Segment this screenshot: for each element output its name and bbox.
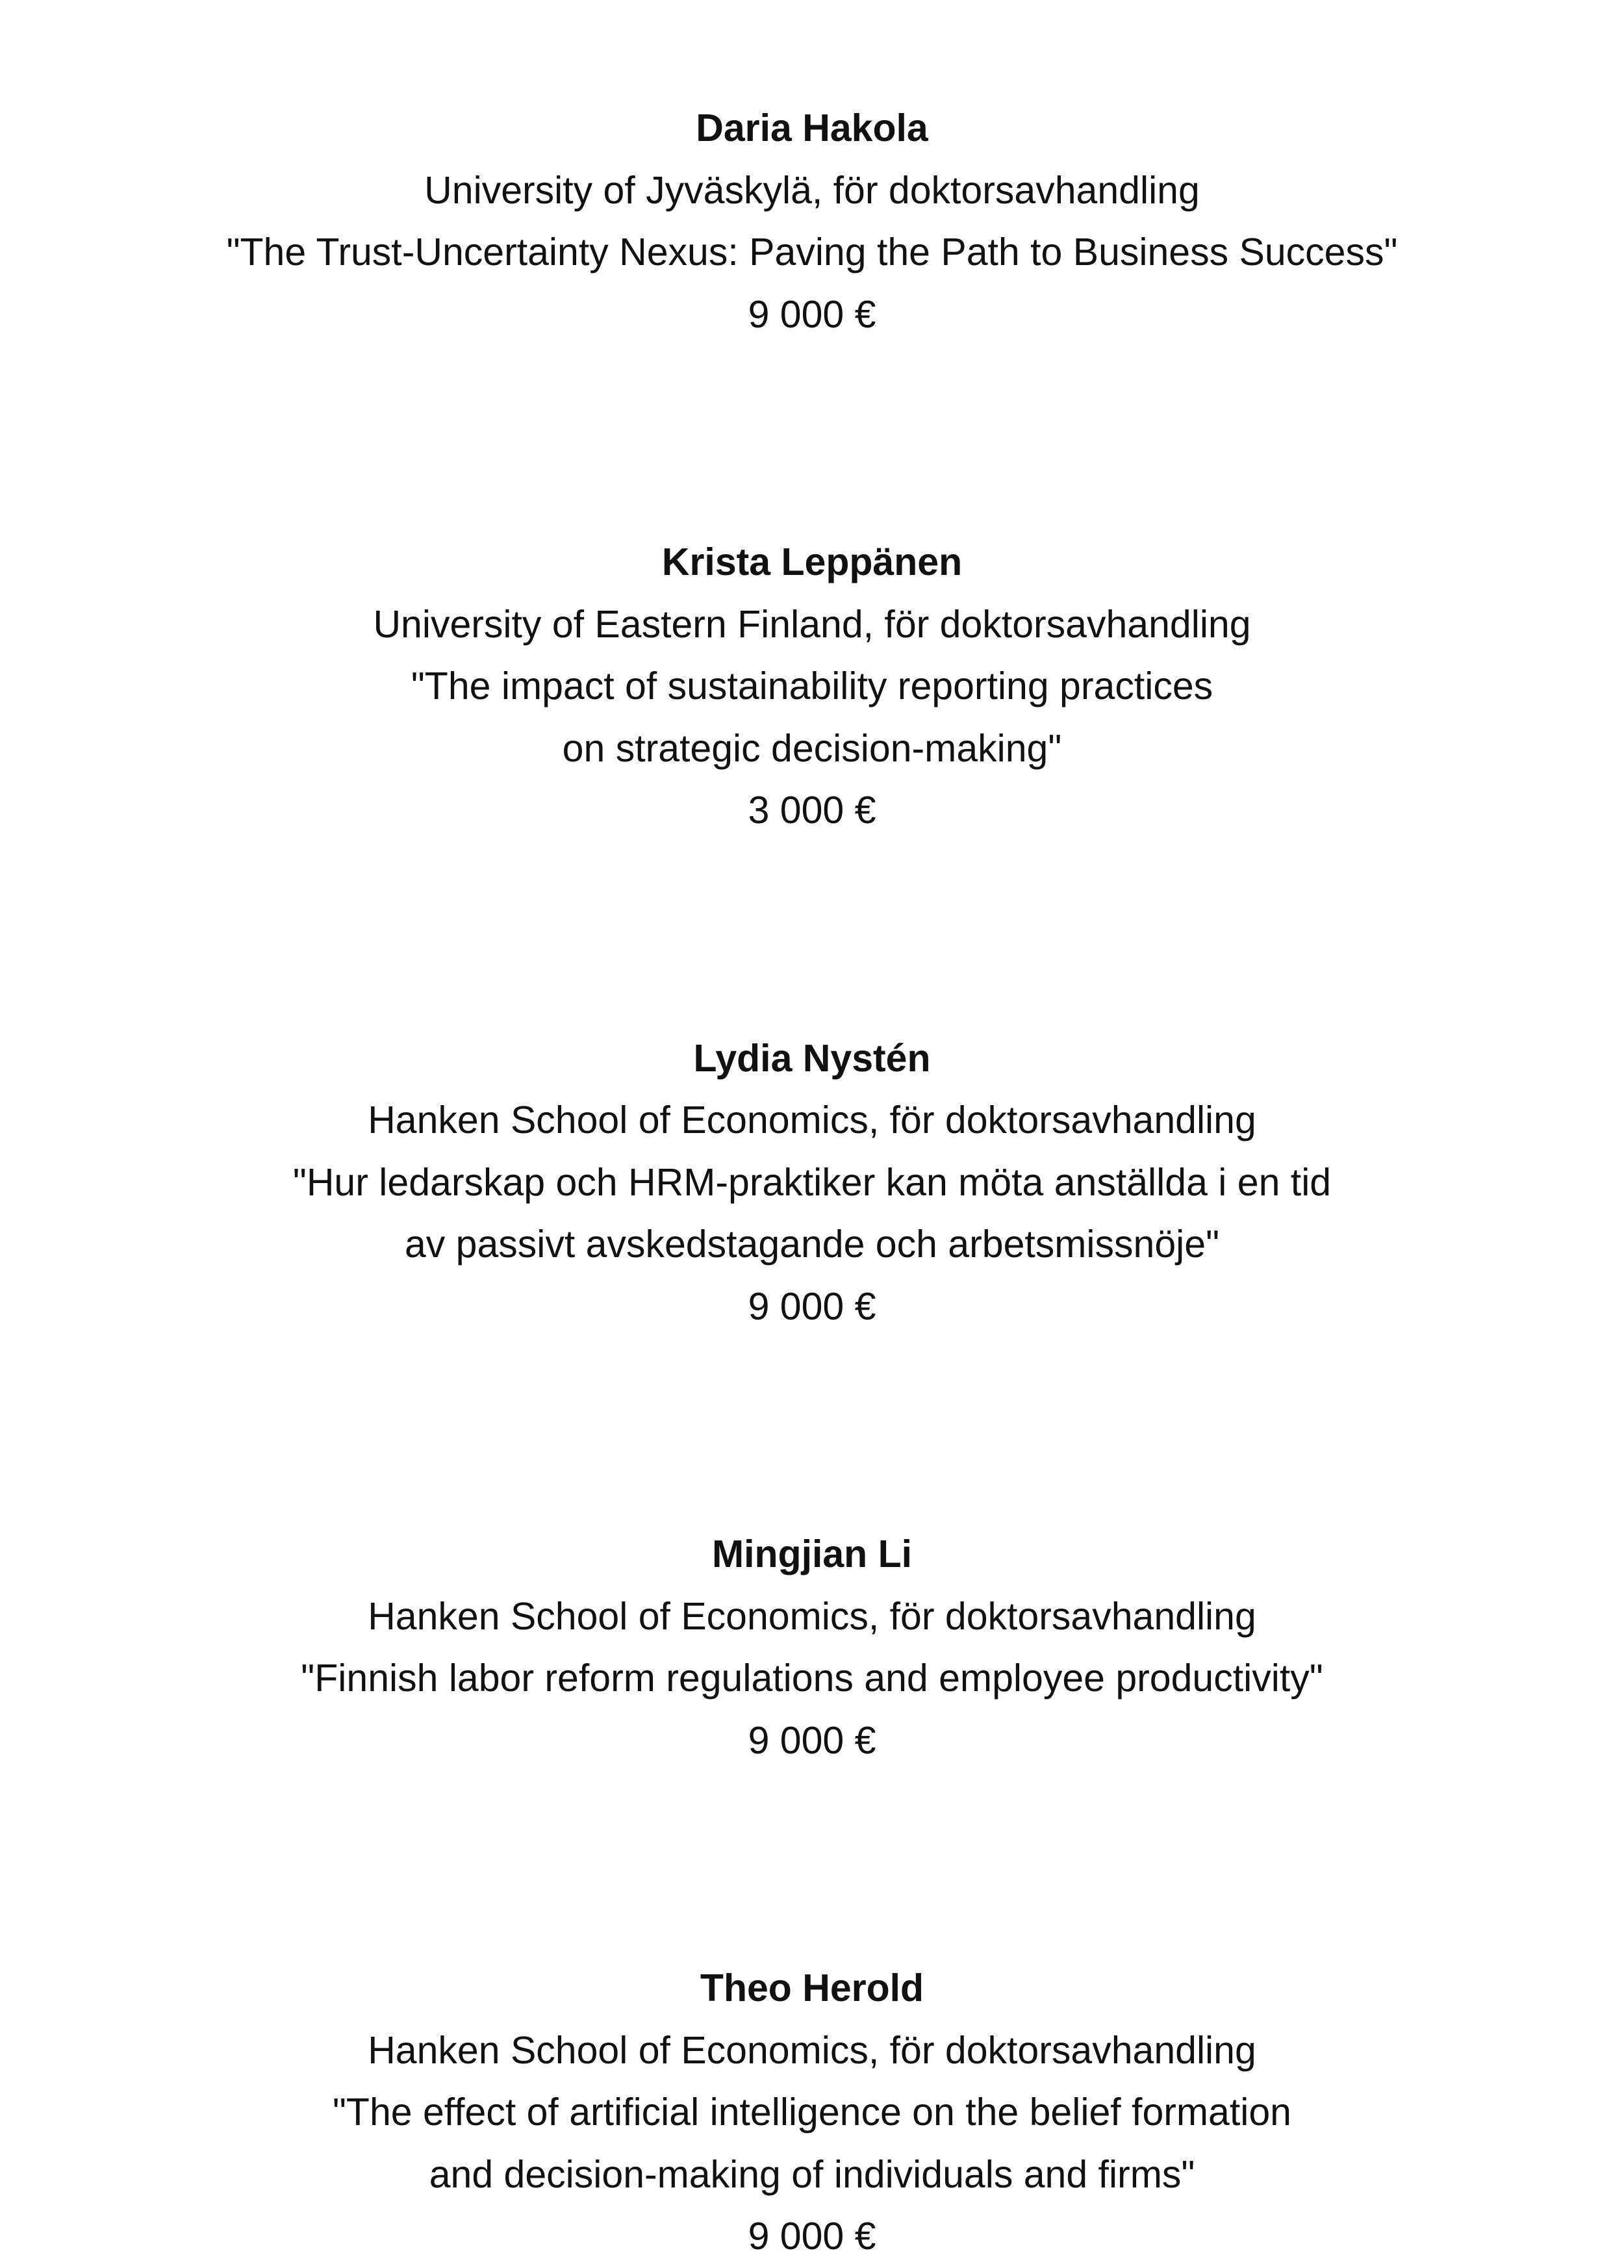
grant-amount: 9 000 €	[748, 1718, 876, 1762]
thesis-title-line: "The impact of sustainability reporting practices	[411, 665, 1213, 707]
grant-amount: 3 000 €	[748, 789, 876, 832]
recipient-name: Mingjian Li	[711, 1533, 913, 1575]
recipient-institution: Hanken School of Economics, för doktorsavhandling	[368, 1099, 1256, 1141]
recipient-name: Krista Leppänen	[661, 541, 963, 583]
recipient-name: Theo Herold	[700, 1967, 924, 2009]
thesis-title-line: "Hur ledarskap och HRM-praktiker kan möta anställda i en tid	[292, 1160, 1332, 1204]
thesis-title-line: on strategic decision-making"	[562, 726, 1062, 770]
grant-entry	[0, 531, 1624, 842]
grant-entry	[0, 1957, 1624, 2268]
grant-entry	[0, 1523, 1624, 1772]
grant-entry	[0, 97, 1624, 346]
thesis-title-line: "The Trust-Uncertainty Nexus: Paving the Path to Business Success"	[226, 231, 1398, 274]
grant-amount: 9 000 €	[748, 1284, 876, 1328]
recipient-institution: Hanken School of Economics, för doktorsavhandling	[368, 2028, 1256, 2072]
thesis-title-line: "The effect of artificial intelligence on the belief formation	[332, 2091, 1291, 2134]
grant-amount: 9 000 €	[748, 2215, 876, 2258]
grant-list	[0, 97, 1624, 2268]
recipient-name: Daria Hakola	[696, 107, 928, 149]
thesis-title-line: and decision-making of individuals and firms"	[429, 2152, 1195, 2196]
recipient-institution: University of Jyväskylä, för doktorsavhandling	[424, 168, 1200, 212]
thesis-title-line: "Finnish labor reform regulations and employee productivity"	[301, 1657, 1323, 1700]
recipient-institution: University of Eastern Finland, för doktorsavhandling	[373, 602, 1251, 646]
thesis-title-line: av passivt avskedstagande och arbetsmissnöje"	[404, 1223, 1220, 1266]
grant-amount: 9 000 €	[748, 292, 876, 336]
recipient-institution: Hanken School of Economics, för doktorsavhandling	[368, 1594, 1256, 1638]
recipient-name: Lydia Nystén	[693, 1036, 931, 1080]
grant-entry	[0, 1028, 1624, 1338]
